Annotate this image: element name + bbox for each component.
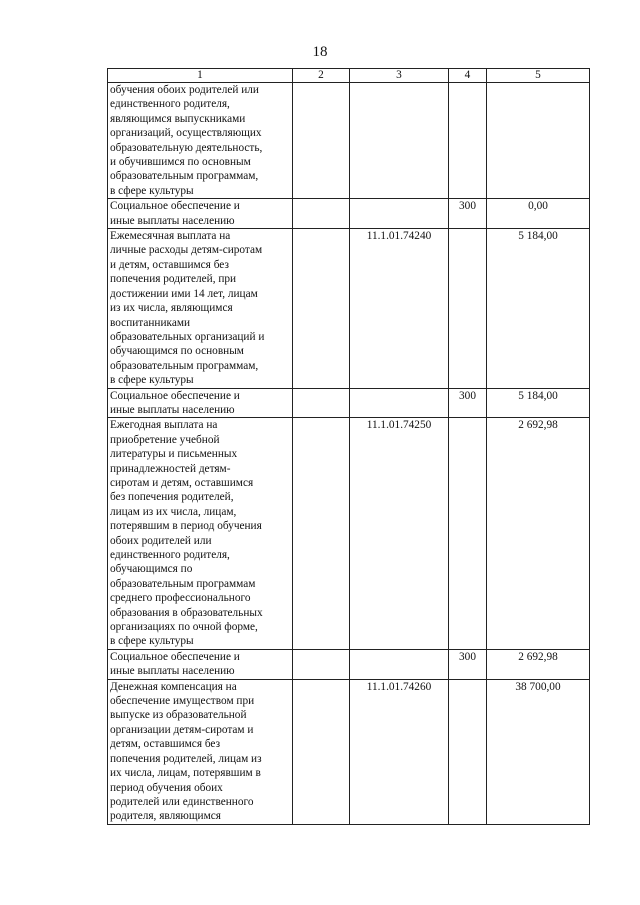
- column-header-4: 4: [449, 69, 487, 83]
- row-col2: [293, 388, 350, 418]
- row-code: 11.1.01.74260: [350, 679, 449, 824]
- row-col2: [293, 418, 350, 650]
- row-name: Социальное обеспечение и иные выплаты населению: [108, 649, 293, 679]
- row-name: Социальное обеспечение и иные выплаты населению: [108, 388, 293, 418]
- row-amount: [487, 83, 590, 199]
- row-code: [350, 649, 449, 679]
- row-expense-type: [449, 679, 487, 824]
- table-row: [108, 679, 590, 824]
- table-row: [108, 649, 590, 679]
- row-code: [350, 199, 449, 229]
- column-header-1: 1: [108, 69, 293, 83]
- row-col2: [293, 679, 350, 824]
- row-expense-type: [449, 418, 487, 650]
- row-expense-type: 300: [449, 649, 487, 679]
- header-row: [108, 69, 590, 83]
- row-name: Ежемесячная выплата на личные расходы детям-сиротам и детям, оставшимся без попечения родителей, при достижении ими 14 лет, лицам из их числа, являющимся воспитанниками образовательных организаций и обучающимся по основным образовательным программам, в сфере культуры: [108, 229, 293, 388]
- row-code: [350, 83, 449, 199]
- row-col2: [293, 83, 350, 199]
- row-amount: 2 692,98: [487, 418, 590, 650]
- row-code: 11.1.01.74240: [350, 229, 449, 388]
- table-row: [108, 199, 590, 229]
- row-expense-type: [449, 229, 487, 388]
- row-amount: 2 692,98: [487, 649, 590, 679]
- row-name: Денежная компенсация на обеспечение имуществом при выпуске из образовательной организации детям-сиротам и детям, оставшимся без попечения родителей, лицам из их числа, лицам, потерявшим в период обучения обоих родителей или единственного родителя, являющимся: [108, 679, 293, 824]
- row-name: обучения обоих родителей или единственного родителя, являющимся выпускниками организаций, осуществляющих образовательную деятельность, и обучившимся по основным образовательным программам, в сфере культуры: [108, 83, 293, 199]
- row-amount: 0,00: [487, 199, 590, 229]
- row-code: [350, 388, 449, 418]
- row-col2: [293, 649, 350, 679]
- row-col2: [293, 229, 350, 388]
- column-header-5: 5: [487, 69, 590, 83]
- row-expense-type: 300: [449, 388, 487, 418]
- row-name: Социальное обеспечение и иные выплаты населению: [108, 199, 293, 229]
- row-expense-type: 300: [449, 199, 487, 229]
- row-amount: 5 184,00: [487, 388, 590, 418]
- row-col2: [293, 199, 350, 229]
- column-header-3: 3: [350, 69, 449, 83]
- table-row: [108, 388, 590, 418]
- column-header-2: 2: [293, 69, 350, 83]
- budget-table: [107, 68, 590, 825]
- table-row: [108, 229, 590, 388]
- table-row: [108, 418, 590, 650]
- table-row: [108, 83, 590, 199]
- row-amount: 38 700,00: [487, 679, 590, 824]
- row-name: Ежегодная выплата на приобретение учебной литературы и письменных принадлежностей детям- сиротам и детям, оставшимся без попечения родителей, лицам из их числа, лицам, потерявшим в период обучения обоих родителей или единственного родителя, обучающимся по образовательным программам среднего профессионального образования в образовательных организациях по очной форме, в сфере культуры: [108, 418, 293, 650]
- row-expense-type: [449, 83, 487, 199]
- row-code: 11.1.01.74250: [350, 418, 449, 650]
- row-amount: 5 184,00: [487, 229, 590, 388]
- page-number: 18: [312, 44, 328, 60]
